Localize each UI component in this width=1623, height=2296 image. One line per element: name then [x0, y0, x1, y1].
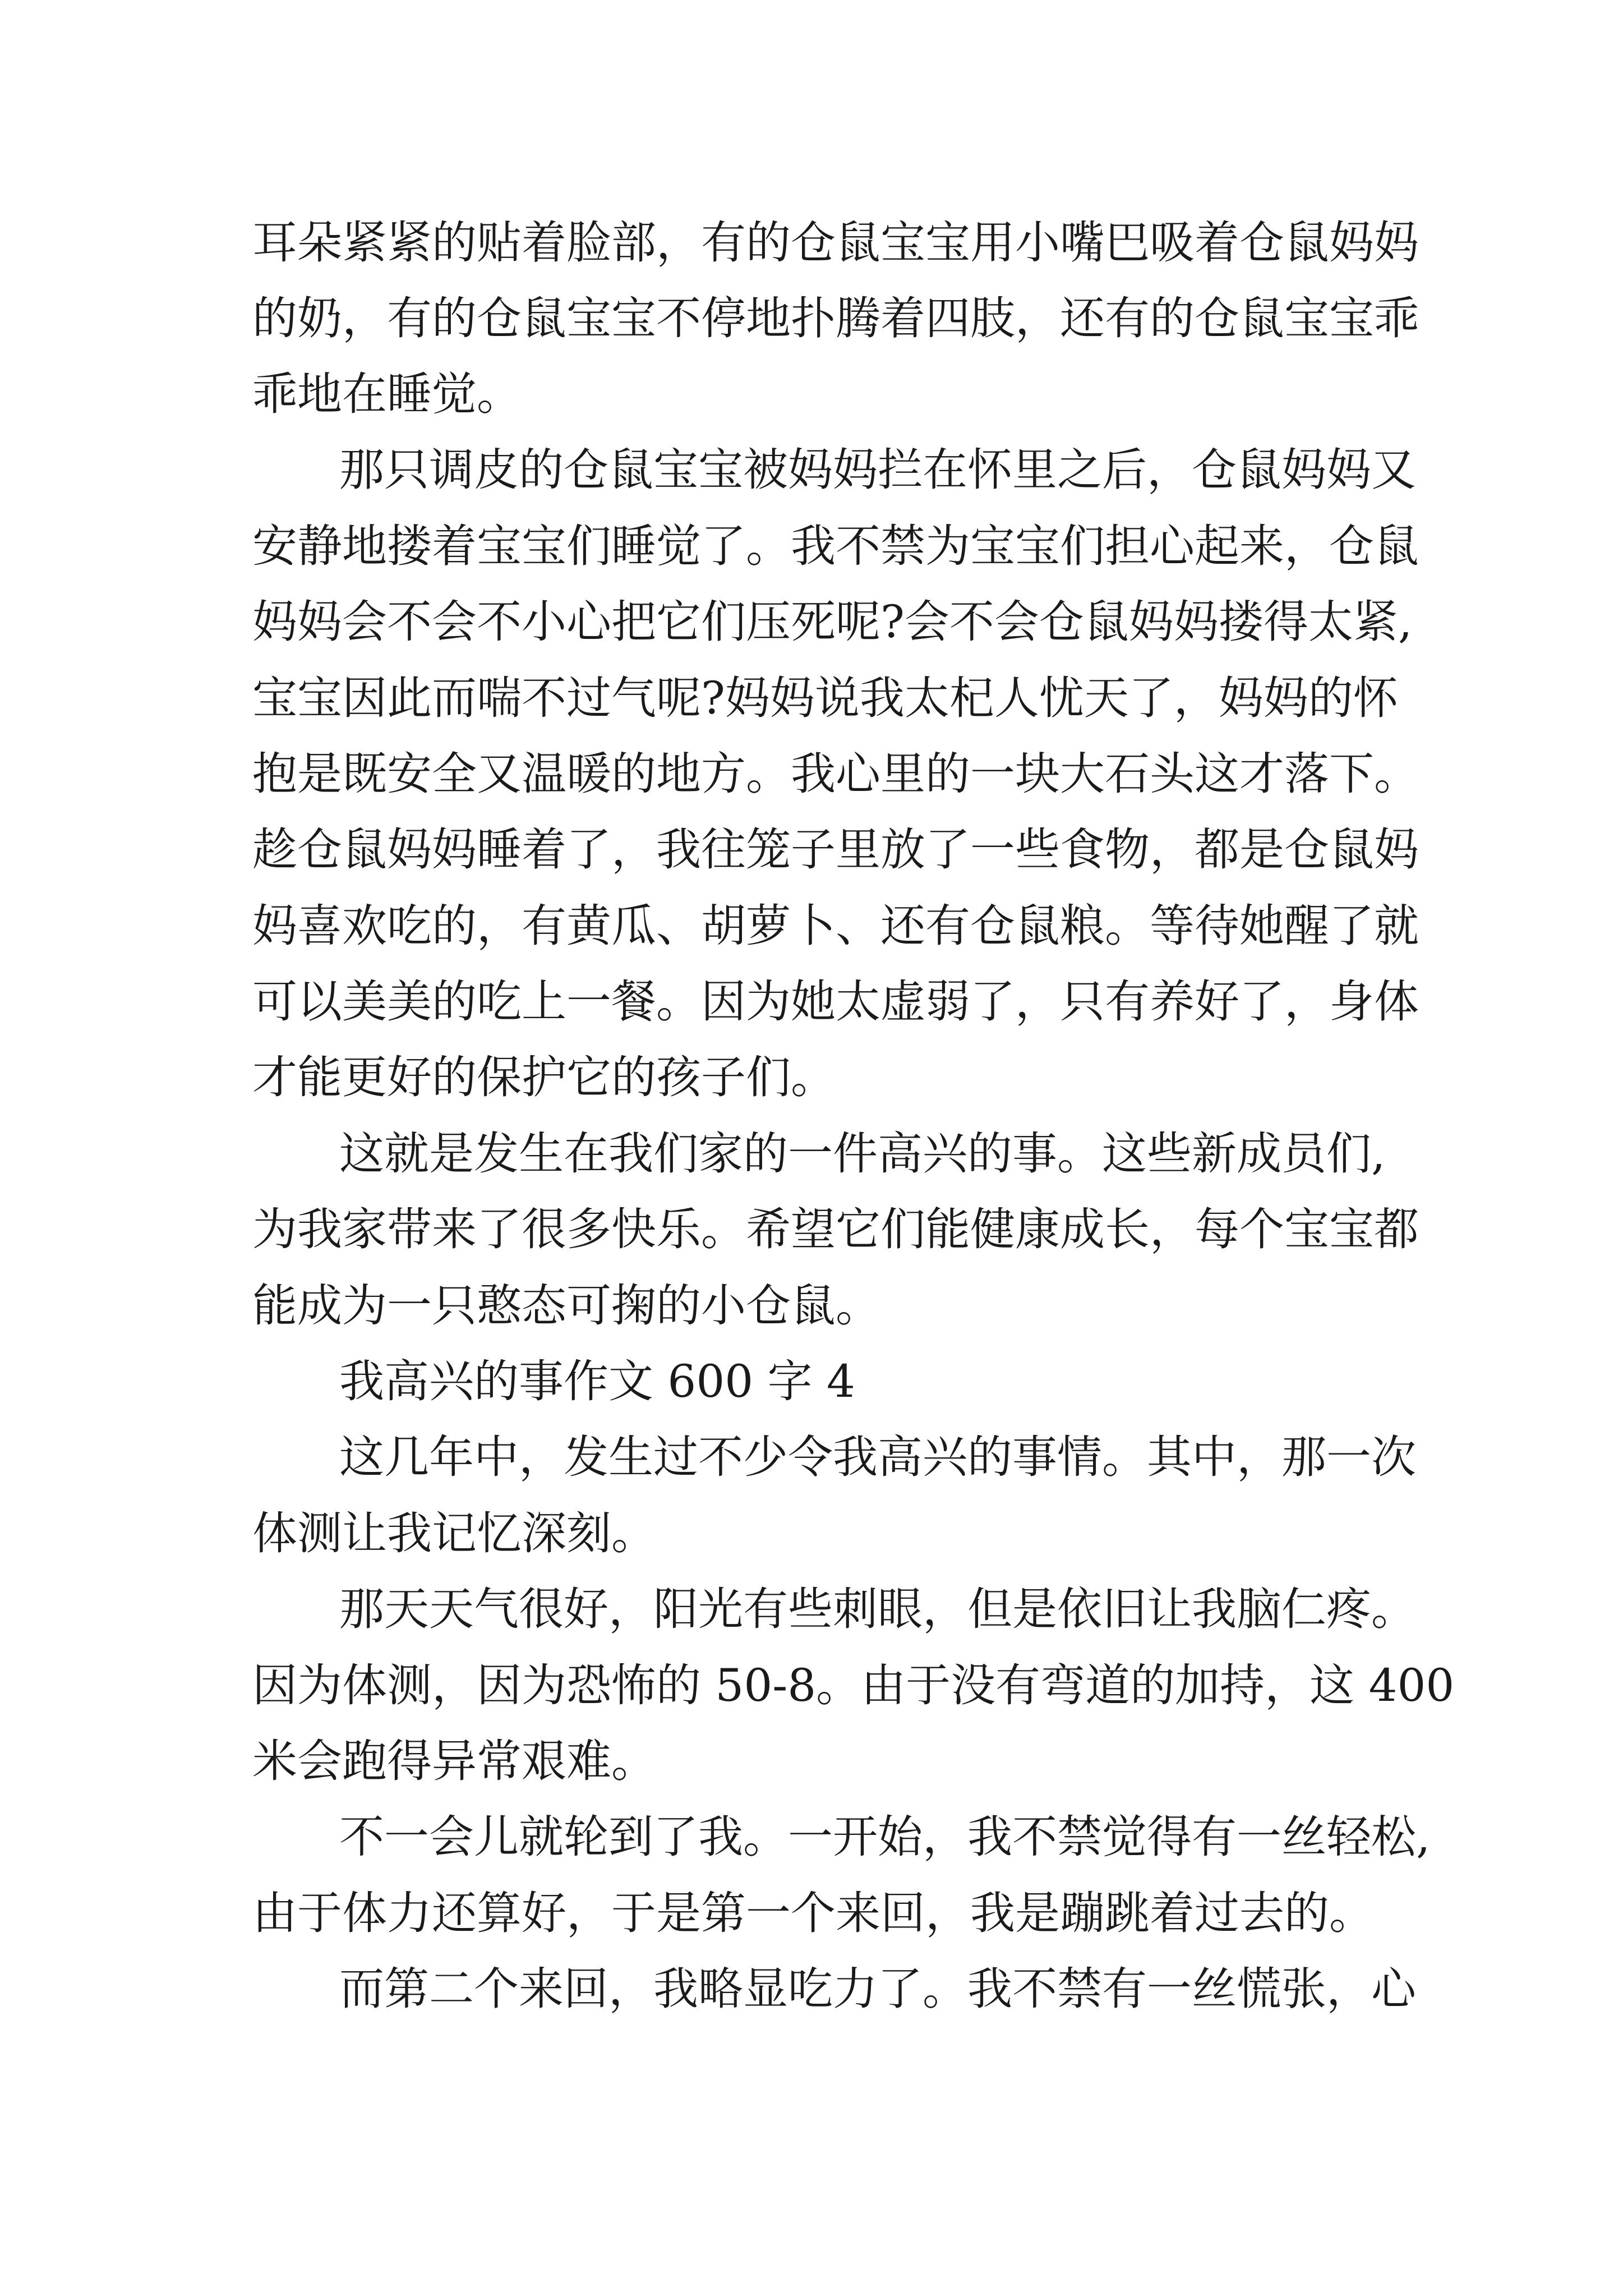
text-line: 由于体力还算好，于是第一个来回，我是蹦跳着过去的。 — [252, 1887, 1374, 1939]
text-line: 可以美美的吃上一餐。因为她太虚弱了，只有养好了，身体 — [252, 976, 1419, 1028]
paragraph-first-line: 那天天气很好，阳光有些刺眼，但是依旧让我脑仁疼。 — [339, 1583, 1416, 1635]
text-line: 乖地在睡觉。 — [252, 368, 522, 420]
text-line: 米会跑得异常艰难。 — [252, 1735, 656, 1787]
text-line: 因为体测，因为恐怖的 50-8。由于没有弯道的加持，这 400 — [252, 1659, 1455, 1711]
text-line: 趁仓鼠妈妈睡着了，我往笼子里放了一些食物，都是仓鼠妈 — [252, 823, 1419, 876]
text-line: 为我家带来了很多快乐。希望它们能健康成长，每个宝宝都 — [252, 1203, 1419, 1255]
paragraph-first-line: 那只调皮的仓鼠宝宝被妈妈拦在怀里之后，仓鼠妈妈又 — [339, 444, 1416, 496]
text-line: 抱是既安全又温暖的地方。我心里的一块大石头这才落下。 — [252, 748, 1419, 800]
text-line: 耳朵紧紧的贴着脸部，有的仓鼠宝宝用小嘴巴吸着仓鼠妈妈 — [252, 217, 1419, 269]
section-heading: 我高兴的事作文 600 字 4 — [339, 1355, 855, 1407]
text-line: 妈妈会不会不小心把它们压死呢?会不会仓鼠妈妈搂得太紧, — [252, 596, 1413, 648]
paragraph-first-line: 而第二个来回，我略显吃力了。我不禁有一丝慌张，心 — [339, 1963, 1416, 2015]
paragraph-first-line: 这几年中，发生过不少令我高兴的事情。其中，那一次 — [339, 1431, 1416, 1483]
text-line: 的奶，有的仓鼠宝宝不停地扑腾着四肢，还有的仓鼠宝宝乖 — [252, 292, 1419, 344]
paragraph-first-line: 不一会儿就轮到了我。一开始，我不禁觉得有一丝轻松, — [339, 1811, 1431, 1863]
paragraph-first-line: 这就是发生在我们家的一件高兴的事。这些新成员们, — [339, 1128, 1386, 1180]
text-line: 妈喜欢吃的，有黄瓜、胡萝卜、还有仓鼠粮。等待她醒了就 — [252, 900, 1419, 952]
text-line: 体测让我记忆深刻。 — [252, 1507, 656, 1559]
text-line: 宝宝因此而喘不过气呢?妈妈说我太杞人忧天了，妈妈的怀 — [252, 672, 1398, 724]
text-line: 安静地搂着宝宝们睡觉了。我不禁为宝宝们担心起来，仓鼠 — [252, 520, 1419, 572]
text-line: 能成为一只憨态可掬的小仓鼠。 — [252, 1280, 880, 1332]
text-line: 才能更好的保护它的孩子们。 — [252, 1051, 836, 1103]
